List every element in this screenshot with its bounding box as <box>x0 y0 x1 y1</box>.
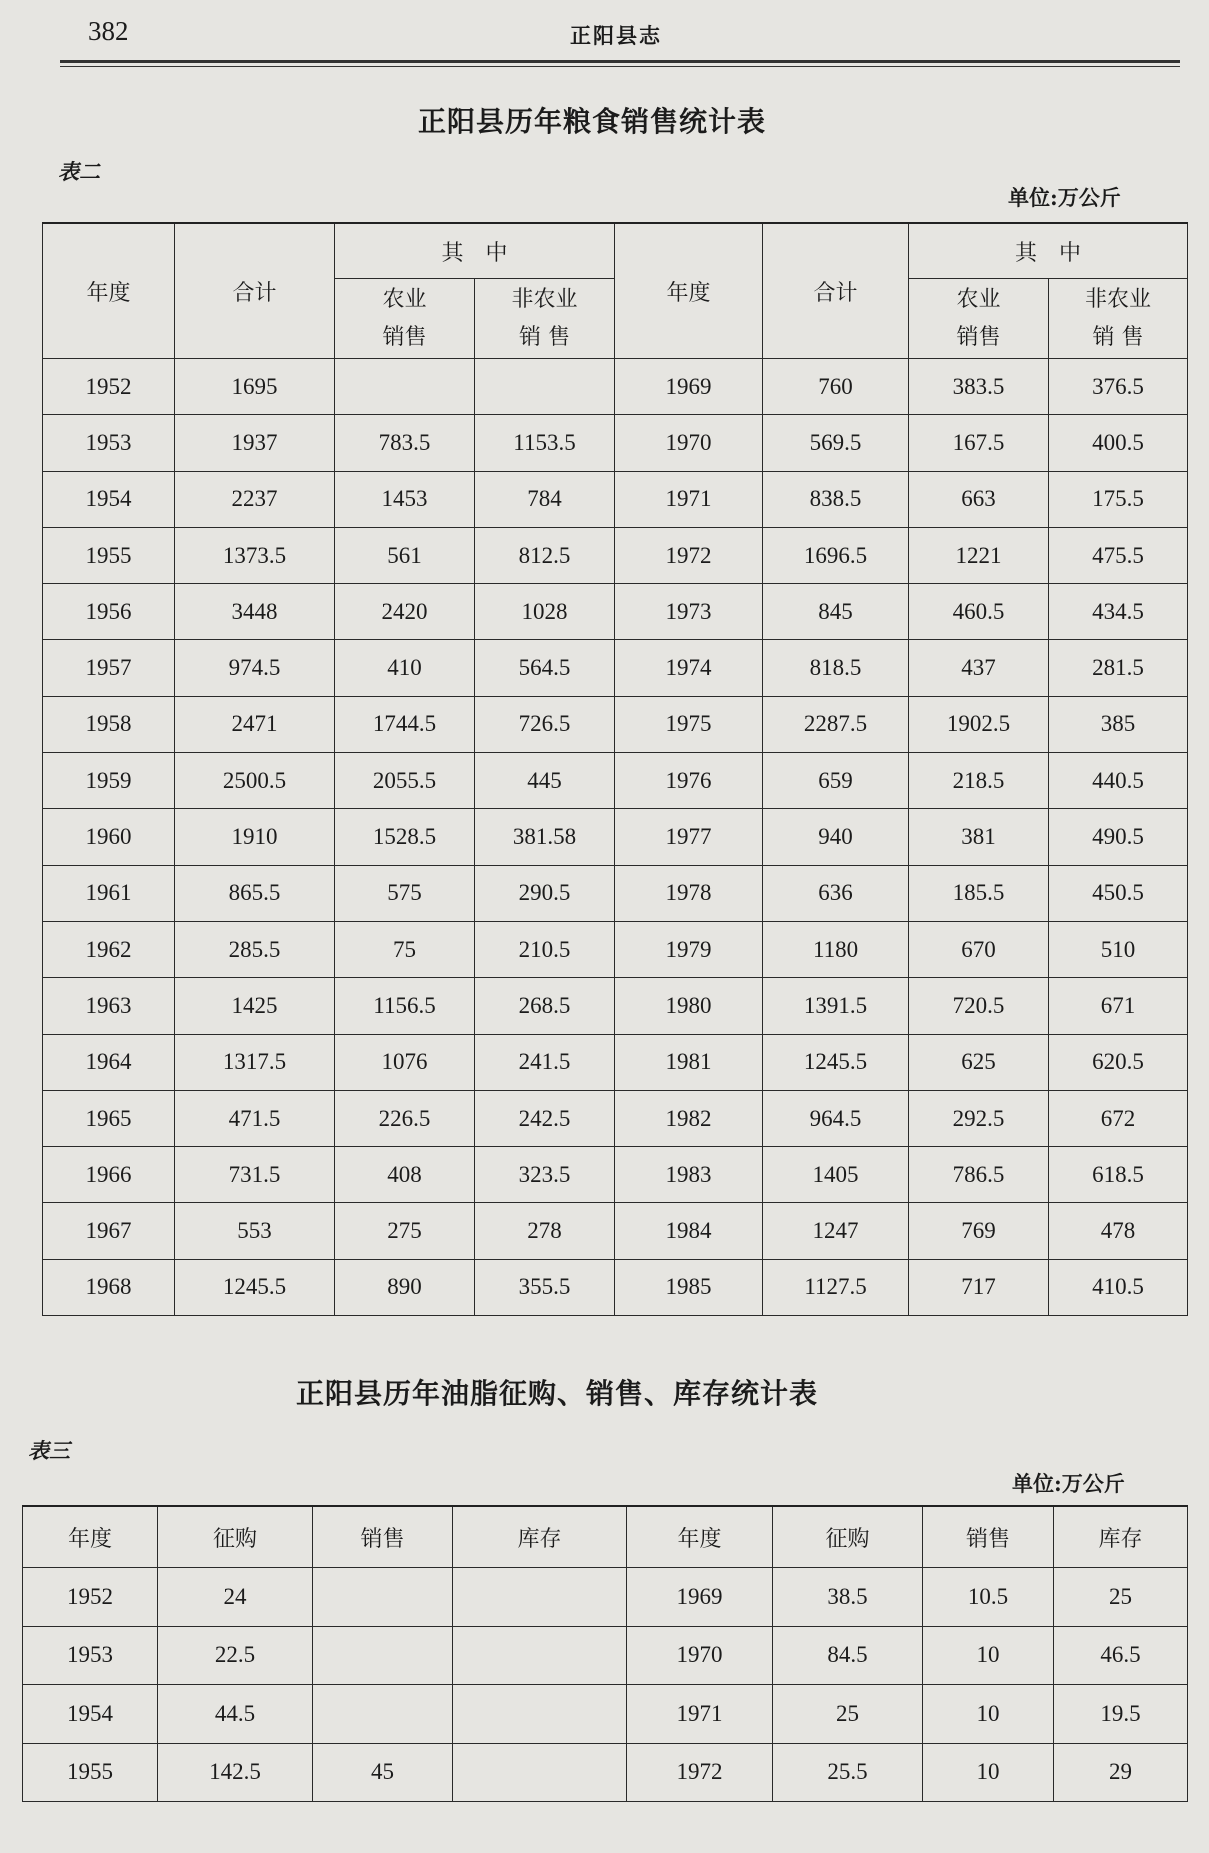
table-cell: 292.5 <box>909 1090 1049 1146</box>
table-cell: 1952 <box>43 359 175 415</box>
header-rule <box>60 60 1180 63</box>
table-cell: 278 <box>475 1203 615 1259</box>
table-cell: 440.5 <box>1049 753 1188 809</box>
table-cell: 1153.5 <box>475 415 615 471</box>
table-cell: 460.5 <box>909 584 1049 640</box>
col-among-right: 其 中 <box>909 223 1188 279</box>
table-cell: 786.5 <box>909 1147 1049 1203</box>
table-cell: 1937 <box>175 415 335 471</box>
table-cell: 1968 <box>43 1259 175 1315</box>
table-cell: 1969 <box>627 1568 773 1627</box>
table3-label: 表三 <box>28 1438 70 1463</box>
table3-unit: 单位:万公斤 <box>1012 1471 1125 1496</box>
table-cell: 1957 <box>43 640 175 696</box>
table-cell: 1953 <box>23 1626 158 1685</box>
table-cell: 450.5 <box>1049 865 1188 921</box>
table-cell <box>475 359 615 415</box>
table-cell <box>313 1685 453 1744</box>
col-agri: 农业 销售 <box>335 279 475 359</box>
table-row <box>23 1743 1188 1802</box>
table-cell: 84.5 <box>773 1626 923 1685</box>
table-cell: 1975 <box>615 696 763 752</box>
table-cell: 1953 <box>43 415 175 471</box>
table-cell: 2500.5 <box>175 753 335 809</box>
table-cell: 510 <box>1049 921 1188 977</box>
table-cell: 812.5 <box>475 527 615 583</box>
table-cell: 618.5 <box>1049 1147 1188 1203</box>
col-total-right: 合计 <box>763 223 909 359</box>
table-cell: 400.5 <box>1049 415 1188 471</box>
table-cell: 410.5 <box>1049 1259 1188 1315</box>
table-cell: 1373.5 <box>175 527 335 583</box>
table-cell: 838.5 <box>763 471 909 527</box>
table-cell: 376.5 <box>1049 359 1188 415</box>
table-cell: 268.5 <box>475 978 615 1034</box>
table-cell: 1902.5 <box>909 696 1049 752</box>
table-cell: 1973 <box>615 584 763 640</box>
table-cell: 1963 <box>43 978 175 1034</box>
table-cell: 1910 <box>175 809 335 865</box>
table-cell: 1245.5 <box>763 1034 909 1090</box>
table-row <box>43 753 1188 809</box>
table-cell: 210.5 <box>475 921 615 977</box>
table-cell: 3448 <box>175 584 335 640</box>
table-cell: 1964 <box>43 1034 175 1090</box>
table-cell: 285.5 <box>175 921 335 977</box>
col-sales: 销售 <box>313 1506 453 1568</box>
table-row <box>43 696 1188 752</box>
table-cell: 769 <box>909 1203 1049 1259</box>
col-year-right: 年度 <box>615 223 763 359</box>
table-cell: 625 <box>909 1034 1049 1090</box>
table-cell: 865.5 <box>175 865 335 921</box>
header-rule-thin <box>60 66 1180 67</box>
table-cell <box>313 1626 453 1685</box>
col-nonagri-right: 非农业 销 售 <box>1049 279 1188 359</box>
table-cell: 1960 <box>43 809 175 865</box>
table-cell: 1962 <box>43 921 175 977</box>
table-row <box>43 471 1188 527</box>
table-cell: 290.5 <box>475 865 615 921</box>
table-cell <box>313 1568 453 1627</box>
table-cell <box>453 1568 627 1627</box>
table-cell: 717 <box>909 1259 1049 1315</box>
table-cell: 1028 <box>475 584 615 640</box>
table-cell: 1076 <box>335 1034 475 1090</box>
col-year: 年度 <box>43 223 175 359</box>
table-row <box>43 921 1188 977</box>
table2-label: 表二 <box>58 159 100 184</box>
table-cell: 940 <box>763 809 909 865</box>
table-cell: 671 <box>1049 978 1188 1034</box>
table-row <box>43 415 1188 471</box>
table-cell: 670 <box>909 921 1049 977</box>
table-cell: 10.5 <box>923 1568 1054 1627</box>
table-cell: 1952 <box>23 1568 158 1627</box>
table-cell: 569.5 <box>763 415 909 471</box>
table-cell: 564.5 <box>475 640 615 696</box>
table-row <box>43 640 1188 696</box>
table-cell: 471.5 <box>175 1090 335 1146</box>
table-cell: 10 <box>923 1743 1054 1802</box>
table-cell: 242.5 <box>475 1090 615 1146</box>
table-row <box>43 359 1188 415</box>
col-purchase: 征购 <box>158 1506 313 1568</box>
col-among: 其 中 <box>335 223 615 279</box>
page-number: 382 <box>88 16 129 46</box>
table-cell: 620.5 <box>1049 1034 1188 1090</box>
table-cell: 175.5 <box>1049 471 1188 527</box>
table-cell: 25 <box>773 1685 923 1744</box>
table-cell: 355.5 <box>475 1259 615 1315</box>
table-cell: 25 <box>1054 1568 1188 1627</box>
table-cell: 2055.5 <box>335 753 475 809</box>
table-cell: 275 <box>335 1203 475 1259</box>
table-cell: 24 <box>158 1568 313 1627</box>
table-cell: 490.5 <box>1049 809 1188 865</box>
table-cell: 1976 <box>615 753 763 809</box>
table-cell: 381 <box>909 809 1049 865</box>
table-cell <box>453 1626 627 1685</box>
table-cell: 142.5 <box>158 1743 313 1802</box>
table-cell: 241.5 <box>475 1034 615 1090</box>
table-row <box>43 1034 1188 1090</box>
table-cell: 1974 <box>615 640 763 696</box>
table-cell: 974.5 <box>175 640 335 696</box>
col-total: 合计 <box>175 223 335 359</box>
table-cell: 410 <box>335 640 475 696</box>
table-cell: 1955 <box>43 527 175 583</box>
table-row <box>23 1685 1188 1744</box>
table-cell: 25.5 <box>773 1743 923 1802</box>
table-cell <box>453 1685 627 1744</box>
table-cell: 1247 <box>763 1203 909 1259</box>
table-row <box>43 1203 1188 1259</box>
table-cell: 381.58 <box>475 809 615 865</box>
table-cell: 478 <box>1049 1203 1188 1259</box>
table2-title: 正阳县历年粮食销售统计表 <box>418 105 767 138</box>
table3-title: 正阳县历年油脂征购、销售、库存统计表 <box>296 1377 819 1410</box>
running-head: 正阳县志 <box>570 23 662 48</box>
table-cell: 784 <box>475 471 615 527</box>
table-cell: 1695 <box>175 359 335 415</box>
table-cell: 434.5 <box>1049 584 1188 640</box>
table-cell: 1970 <box>627 1626 773 1685</box>
table-cell: 408 <box>335 1147 475 1203</box>
table-row <box>43 584 1188 640</box>
table-cell: 46.5 <box>1054 1626 1188 1685</box>
table-cell: 19.5 <box>1054 1685 1188 1744</box>
table-cell: 663 <box>909 471 1049 527</box>
table-cell: 1744.5 <box>335 696 475 752</box>
table-row <box>43 527 1188 583</box>
table-cell: 2471 <box>175 696 335 752</box>
table-cell: 1958 <box>43 696 175 752</box>
table-cell <box>335 359 475 415</box>
table-cell: 185.5 <box>909 865 1049 921</box>
table-cell: 1221 <box>909 527 1049 583</box>
table-cell: 1955 <box>23 1743 158 1802</box>
table-cell: 1983 <box>615 1147 763 1203</box>
table-cell: 22.5 <box>158 1626 313 1685</box>
table-cell: 1405 <box>763 1147 909 1203</box>
table-cell: 44.5 <box>158 1685 313 1744</box>
col-year: 年度 <box>23 1506 158 1568</box>
table-cell: 845 <box>763 584 909 640</box>
table-cell: 890 <box>335 1259 475 1315</box>
table-cell: 1391.5 <box>763 978 909 1034</box>
table-cell: 1954 <box>43 471 175 527</box>
table-cell: 1966 <box>43 1147 175 1203</box>
table-cell: 731.5 <box>175 1147 335 1203</box>
table-cell: 760 <box>763 359 909 415</box>
col-year-right: 年度 <box>627 1506 773 1568</box>
table-cell: 167.5 <box>909 415 1049 471</box>
table-cell: 672 <box>1049 1090 1188 1146</box>
table-cell: 29 <box>1054 1743 1188 1802</box>
table-cell: 964.5 <box>763 1090 909 1146</box>
table-cell: 2237 <box>175 471 335 527</box>
table-cell: 726.5 <box>475 696 615 752</box>
table-cell: 1317.5 <box>175 1034 335 1090</box>
table-row <box>23 1568 1188 1627</box>
col-stock-right: 库存 <box>1054 1506 1188 1568</box>
table-cell: 1959 <box>43 753 175 809</box>
table-cell: 1696.5 <box>763 527 909 583</box>
table-cell: 1971 <box>615 471 763 527</box>
table-cell: 783.5 <box>335 415 475 471</box>
table-cell: 636 <box>763 865 909 921</box>
table-row <box>43 865 1188 921</box>
table-cell: 553 <box>175 1203 335 1259</box>
table-cell: 323.5 <box>475 1147 615 1203</box>
table-cell: 2287.5 <box>763 696 909 752</box>
table-cell: 1425 <box>175 978 335 1034</box>
table-cell: 1127.5 <box>763 1259 909 1315</box>
table-cell: 720.5 <box>909 978 1049 1034</box>
col-stock: 库存 <box>453 1506 627 1568</box>
table-cell: 1981 <box>615 1034 763 1090</box>
table-cell: 10 <box>923 1685 1054 1744</box>
table-cell: 1977 <box>615 809 763 865</box>
table-row <box>23 1626 1188 1685</box>
table-cell: 1985 <box>615 1259 763 1315</box>
table-row <box>43 1090 1188 1146</box>
col-purchase-right: 征购 <box>773 1506 923 1568</box>
table-cell: 75 <box>335 921 475 977</box>
grain-sales-table <box>42 222 1188 1316</box>
col-nonagri: 非农业 销 售 <box>475 279 615 359</box>
table-cell: 1982 <box>615 1090 763 1146</box>
table-cell: 45 <box>313 1743 453 1802</box>
table-cell: 1971 <box>627 1685 773 1744</box>
oil-table <box>22 1505 1188 1802</box>
table-cell: 1954 <box>23 1685 158 1744</box>
table-cell: 1965 <box>43 1090 175 1146</box>
table-row <box>43 809 1188 865</box>
table-cell: 226.5 <box>335 1090 475 1146</box>
table-cell: 1180 <box>763 921 909 977</box>
col-agri-right: 农业 销售 <box>909 279 1049 359</box>
table-cell: 1956 <box>43 584 175 640</box>
table-cell: 818.5 <box>763 640 909 696</box>
table-cell: 1961 <box>43 865 175 921</box>
table-row <box>43 1147 1188 1203</box>
table-cell: 385 <box>1049 696 1188 752</box>
table-cell: 475.5 <box>1049 527 1188 583</box>
table-cell <box>453 1743 627 1802</box>
table-cell: 10 <box>923 1626 1054 1685</box>
table2-unit: 单位:万公斤 <box>1008 185 1121 210</box>
table-cell: 1528.5 <box>335 809 475 865</box>
table-cell: 1979 <box>615 921 763 977</box>
table-cell: 383.5 <box>909 359 1049 415</box>
table-cell: 1453 <box>335 471 475 527</box>
table-cell: 1967 <box>43 1203 175 1259</box>
table-cell: 1156.5 <box>335 978 475 1034</box>
table-cell: 659 <box>763 753 909 809</box>
table-cell: 437 <box>909 640 1049 696</box>
table-row <box>43 978 1188 1034</box>
table-cell: 1980 <box>615 978 763 1034</box>
table-cell: 445 <box>475 753 615 809</box>
table-cell: 1978 <box>615 865 763 921</box>
table-cell: 281.5 <box>1049 640 1188 696</box>
table-cell: 1972 <box>615 527 763 583</box>
table-cell: 561 <box>335 527 475 583</box>
table-cell: 1984 <box>615 1203 763 1259</box>
table-cell: 1969 <box>615 359 763 415</box>
table-cell: 575 <box>335 865 475 921</box>
table-cell: 1245.5 <box>175 1259 335 1315</box>
table-cell: 2420 <box>335 584 475 640</box>
table-cell: 1970 <box>615 415 763 471</box>
table-cell: 38.5 <box>773 1568 923 1627</box>
table-cell: 218.5 <box>909 753 1049 809</box>
table-row <box>43 1259 1188 1315</box>
col-sales-right: 销售 <box>923 1506 1054 1568</box>
table-cell: 1972 <box>627 1743 773 1802</box>
